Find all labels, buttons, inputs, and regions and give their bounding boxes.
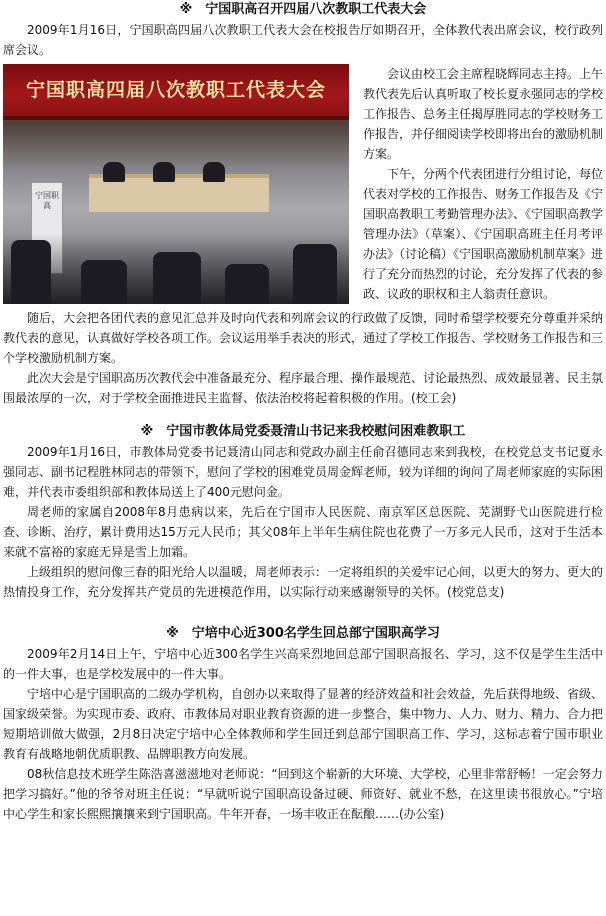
- article-teacher-congress: [3, 0, 603, 408]
- audience-figure: [153, 252, 201, 304]
- article-paragraph: 08秋信息技术班学生陈浩喜滋滋地对老师说：“回到这个崭新的大环境、大学校，心里非常舒畅！一定会努力把学习搞好。”他的爷爷对班主任说：“早就听说宁国职高设备过硬、师资好、就业不愁，在这里读书很放心。”宁培中心学生和家长熙熙攘攘来到宁国职高。牛年开春，一场丰收正在酝酿……(办公室): [3, 767, 603, 821]
- audience-figure: [225, 264, 269, 304]
- article-paragraph: 随后，大会把各团代表的意见汇总并及时向代表和列席会议的行政做了反馈，同时希望学校要充分尊重并采纳教代表的意见，认真做好学校各项工作。会议运用举手表决的形式，通过了学校工作报告、学校财务工作报告和三个学校激励机制方案。: [3, 311, 604, 365]
- article-paragraph: 2009年1月16日，宁国职高四届八次教职工代表大会在校报告厅如期召开，全体教代表出席会议，校行政列席会议。: [3, 23, 603, 57]
- article-title: ※ 宁培中心近300名学生回总部宁国职高学习: [166, 626, 440, 641]
- speaker-figure: [203, 162, 225, 182]
- audience-figure: [81, 260, 127, 304]
- article-title: ※ 宁国市教体局党委聂清山书记来我校慰问困难教职工: [140, 424, 466, 439]
- newsletter-page: [3, 0, 603, 824]
- speaker-figure: [103, 162, 125, 182]
- photo-banner: 宁国职高四届八次教职工代表大会: [3, 64, 349, 120]
- article-paragraph: 宁培中心是宁国职高的二级办学机构，自创办以来取得了显著的经济效益和社会效益，先后获得地级、省级、国家级荣誉。为实现市委、政府、市教体局对职业教育资源的进一步整合，集中物力、人力、财力、精力、合力把短期培训做大做强，2月8日决定宁培中心全体教师和学生回迁到总部宁国职高工作、学习，这标志着宁国市职业教育有战略地朝优质职教、品牌职教方向发展。: [3, 687, 604, 761]
- article-condolence-visit: [3, 422, 603, 602]
- article-paragraph: 2009年2月14日上午，宁培中心近300名学生兴高采烈地回总部宁国职高报名、学习，这不仅是学生生活中的一件大事，也是学校发展中的一件大事。: [3, 647, 603, 681]
- article-paragraph: 此次大会是宁国职高历次教代会中准备最充分、程序最合理、操作最规范、讨论最热烈、成效最显著、民主氛围最浓厚的一次，对于学校全面推进民主监督、依法治校将起着积极的作用。(校工会): [3, 371, 604, 405]
- article-side-text: [363, 60, 603, 304]
- audience-figure: [293, 244, 337, 304]
- speaker-figure: [153, 162, 175, 182]
- article-training-center-return: [3, 624, 603, 824]
- article-paragraph: 周老师的家属自2008年8月患病以来，先后在宁国市人民医院、南京军区总医院、芜湖野弋山医院进行检查、诊断、治疗，累计费用达15万元人民币；其父08年上半年生病住院也花费了一万多元人民币，这对于生活本来就不富裕的家庭无异是雪上加霜。: [3, 505, 603, 559]
- congress-photo: [3, 64, 349, 304]
- article-paragraph: 下午，分两个代表团进行分组讨论，每位代表对学校的工作报告、财务工作报告及《宁国职高教职工考勤管理办法》、《宁国职高教学管理办法》（草案）、《宁国职高班主任月考评办法》（讨论稿）《宁国职高激励机制草案》进行了充分而热烈的讨论，充分发挥了代表的参政、议政的职权和主人翁责任意识。: [363, 167, 603, 301]
- article-paragraph: 上级组织的慰问像三春的阳光给人以温暖，周老师表示：一定将组织的关爱牢记心间，以更大的努力、更大的热情投身工作，充分发挥共产党员的先进模范作用，以实际行动来感谢领导的关怀。(校党总支): [3, 565, 604, 599]
- article-title: ※ 宁国职高召开四届八次教职工代表大会: [179, 2, 427, 17]
- audience-figure: [11, 240, 51, 304]
- podium-label: 宁国职高: [35, 191, 59, 210]
- article-paragraph: 2009年1月16日，市教体局党委书记聂清山同志和党政办副主任俞召德同志来到我校，在校党总支书记夏永强同志、副书记程胜林同志的带领下，慰问了学校的困难党员周金辉老师，较为详细的询问了周老师家庭的实际困难，并代表市委组织部和教体局送上了400元慰问金。: [3, 445, 604, 499]
- article-paragraph: 会议由校工会主席程晓辉同志主持。上午教代表先后认真听取了校长夏永强同志的学校工作报告、总务主任揭厚胜同志的学校财务工作报告，并仔细阅读学校即将出台的激励机制方案。: [363, 67, 603, 161]
